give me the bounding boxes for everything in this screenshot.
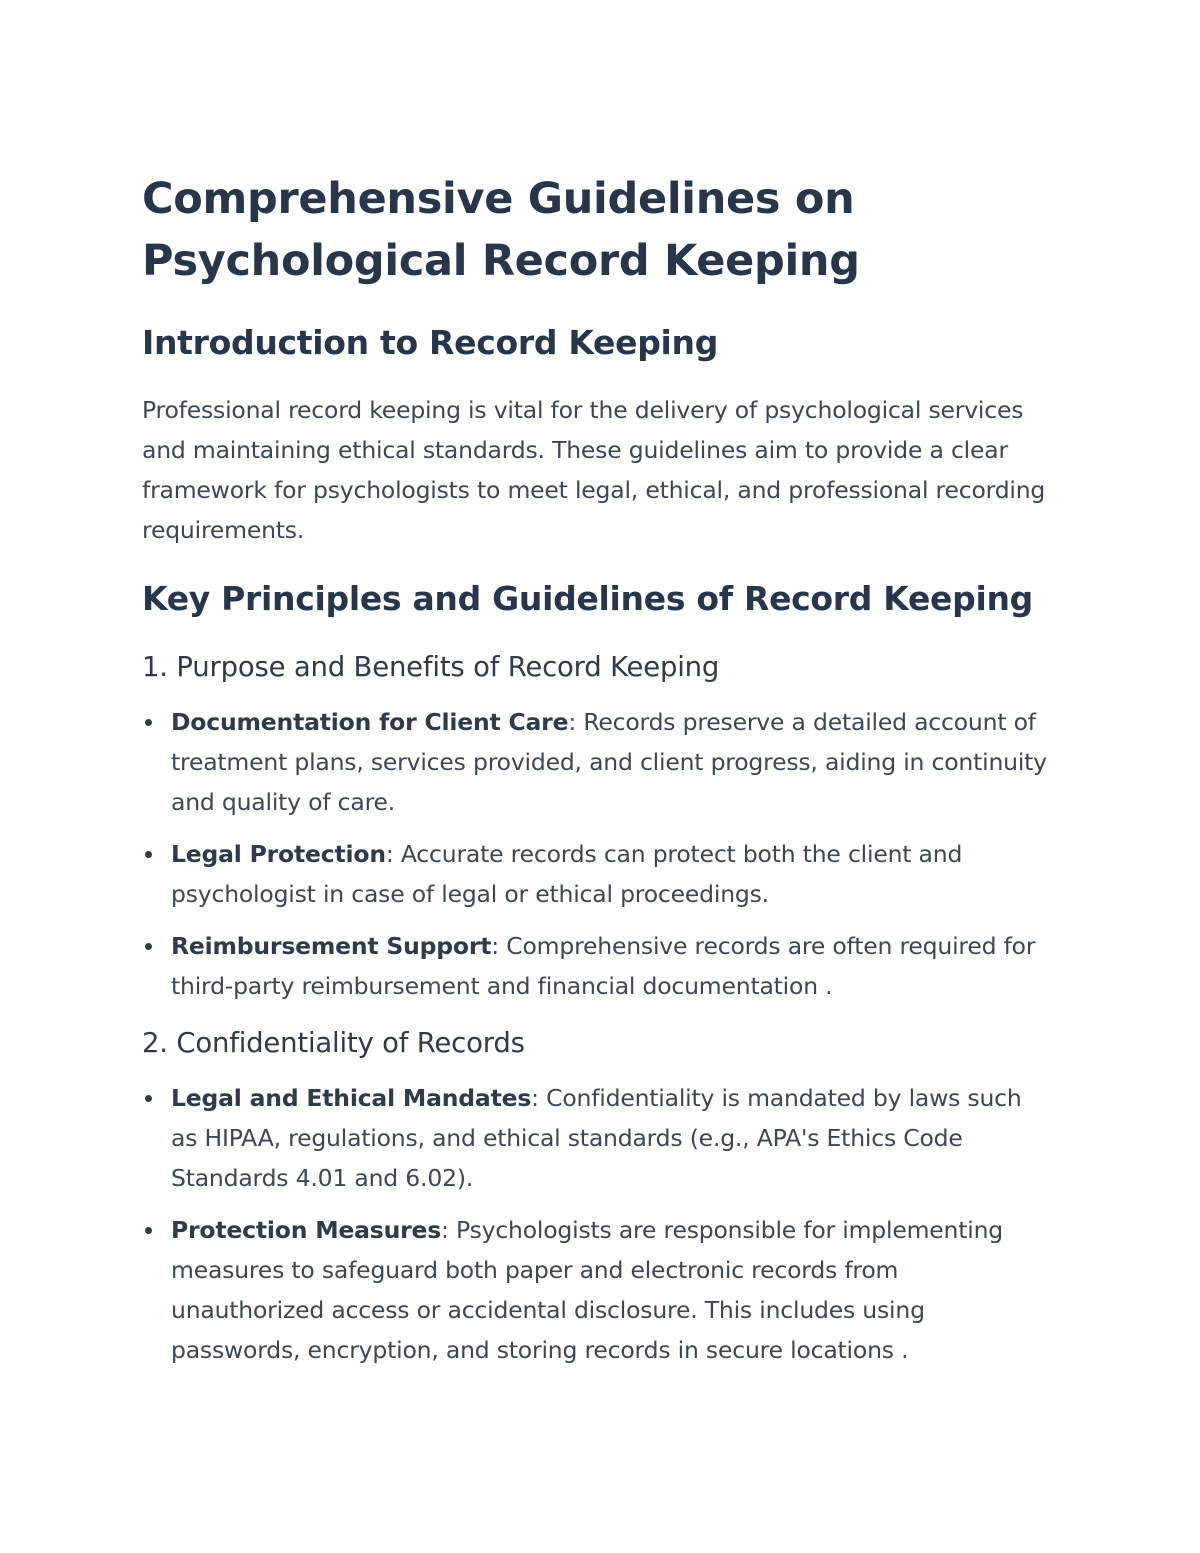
list-item-term: Legal and Ethical Mandates bbox=[171, 1084, 532, 1112]
list-item-term: Legal Protection bbox=[171, 840, 386, 868]
intro-heading: Introduction to Record Keeping bbox=[142, 323, 719, 362]
list-item-term: Documentation for Client Care bbox=[171, 708, 569, 736]
list-item-text: : Comprehensive records are often required for third-party reimbursement and financial documentation . bbox=[171, 932, 1036, 1000]
document-page bbox=[142, 168, 1047, 1382]
list-item-text: : Accurate records can protect both the client and psychologist in case of legal or ethical proceedings. bbox=[171, 840, 963, 908]
list-item bbox=[142, 702, 1047, 822]
section-heading-confidentiality: 2. Confidentiality of Records bbox=[142, 1027, 525, 1059]
list-item-text: : Confidentiality is mandated by laws such as HIPAA, regulations, and ethical standards (e.g., APA's Ethics Code Standards 4.01 and 6.02). bbox=[171, 1084, 1022, 1192]
list-item bbox=[142, 834, 1047, 914]
intro-paragraph: Professional record keeping is vital for the delivery of psychological services and maintaining ethical standards. These guidelines aim to provide a clear framework for psychologists to meet legal, ethical, and professional recording requirements. bbox=[142, 396, 1046, 544]
bullet-icon bbox=[145, 943, 152, 950]
bullet-icon bbox=[145, 1227, 152, 1234]
list-item-term: Reimbursement Support bbox=[171, 932, 492, 960]
bullet-icon bbox=[145, 851, 152, 858]
list-item bbox=[142, 1210, 1047, 1370]
list-item-text: : Records preserve a detailed account of treatment plans, services provided, and client progress, aiding in continuity and quality of care. bbox=[171, 708, 1047, 816]
list-item bbox=[142, 926, 1047, 1006]
section-heading-purpose: 1. Purpose and Benefits of Record Keeping bbox=[142, 651, 720, 683]
list-item-text: : Psychologists are responsible for implementing measures to safeguard both paper and electronic records from unauthorized access or accidental disclosure. This includes using passwords, encryption, and storing records in secure locations . bbox=[171, 1216, 1004, 1364]
list-item-term: Protection Measures bbox=[171, 1216, 442, 1244]
document-title: Comprehensive Guidelines on Psychological Record Keeping bbox=[142, 174, 860, 286]
principles-heading: Key Principles and Guidelines of Record Keeping bbox=[142, 579, 1033, 618]
list-item bbox=[142, 1078, 1047, 1198]
purpose-list bbox=[142, 702, 1047, 1006]
bullet-icon bbox=[145, 1095, 152, 1102]
bullet-icon bbox=[145, 719, 152, 726]
confidentiality-list bbox=[142, 1078, 1047, 1370]
